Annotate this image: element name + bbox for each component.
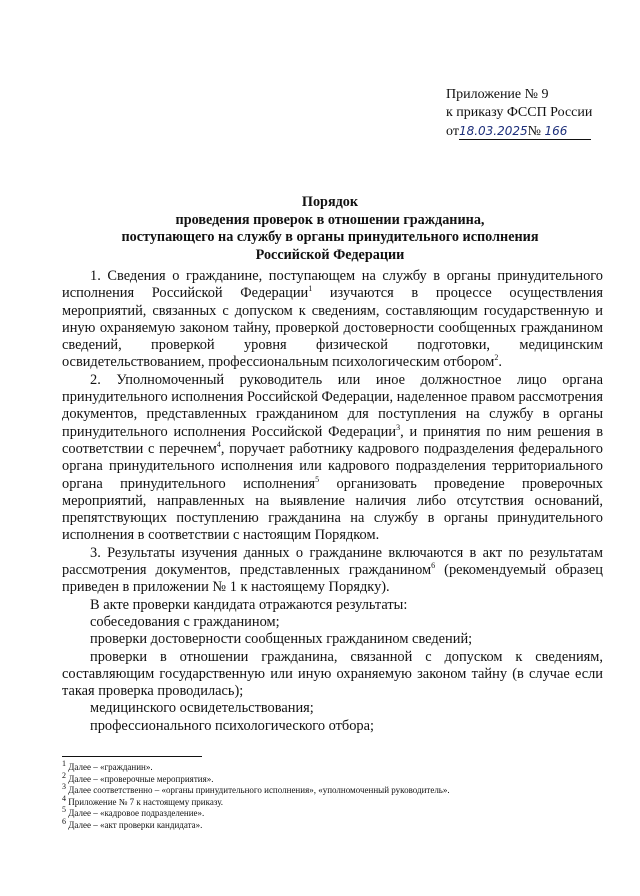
footnote-number: 6 (62, 816, 66, 826)
document-title (60, 194, 600, 264)
paragraph-2 (62, 372, 603, 545)
footnote-number: 3 (62, 782, 66, 791)
footnote (62, 805, 602, 820)
text: 2. Уполномоченный руководитель или иное должностное лицо органа принудительного исполнения Российской Федерации, наделенное правом рассмотрения документов, представленных гражданином для поступления на службу в органы принудительного исполнения Российской Федерации (62, 371, 603, 440)
paragraph-3 (62, 545, 603, 597)
date-prefix: от (446, 124, 459, 139)
footnote-number: 5 (62, 805, 66, 814)
handwritten-number: 166 (544, 124, 568, 138)
paragraph-5: собеседования с гражданином; (90, 613, 280, 630)
footnote-ref: 3 (396, 422, 401, 432)
footnote (62, 816, 602, 832)
footnote-ref: 4 (216, 440, 221, 450)
document-body (62, 268, 603, 735)
paragraph-8: медицинского освидетельствования; (90, 700, 314, 717)
text: , поручает работнику кадрового подразделения федерального органа принудительного исполнения или кадрового подразделения территориального органа принудительного исполнения (62, 440, 603, 492)
text: . (498, 354, 502, 371)
text: (рекомендуемый образец приведен в приложении № 1 к настоящему Порядку). (62, 562, 604, 596)
appendix-line2: к приказу ФССП России (446, 105, 593, 120)
footnote (62, 759, 602, 774)
footnote-text: Далее – «проверочные мероприятия». (66, 773, 214, 784)
footnote-number: 2 (62, 770, 66, 780)
footnote-text: Далее – «кадровое подразделение». (66, 808, 205, 818)
title-line3: поступающего на службу в органы принудительного исполнения (121, 229, 539, 245)
handwritten-date: 18.03.2025 (458, 124, 528, 138)
footnote-ref: 6 (431, 561, 436, 571)
paragraph-6: проверки достоверности сообщенных гражданином сведений; (90, 631, 473, 648)
appendix-header (446, 86, 626, 141)
footnote (62, 782, 602, 797)
title-line1: Порядок (301, 194, 359, 210)
footnote-text: Далее – «гражданин». (66, 762, 153, 772)
paragraph-1 (62, 268, 603, 372)
footnote-number: 4 (62, 793, 66, 803)
title-line4: Российской Федерации (255, 246, 405, 263)
footnotes (62, 759, 602, 831)
footnote-ref: 5 (315, 474, 320, 484)
text: изучаются в процессе осуществления мероприятий, связанных с допуском к сведениям, составляющим государственную и иную охраняемую законом тайну, проверкой достоверности сообщенных гражданином сведений, проверкой уровня физической подготовки, медицинским освидетельствованием, профессиональным психологическим отбором (62, 285, 603, 371)
footnote-ref: 2 (494, 353, 499, 363)
paragraph-7: проверки в отношении гражданина, связанной с допуском к сведениям, составляющим государственную или иную охраняемую законом тайну (в случае если такая проверка проводилась); (62, 648, 603, 700)
appendix-line1: Приложение № 9 (446, 87, 549, 102)
footnote-divider (62, 756, 202, 757)
footnote-ref: 1 (308, 284, 313, 294)
text: 1. Сведения о гражданине, поступающем на службу в органы принудительного исполнения Российской Федерации (62, 268, 603, 302)
text: 3. Результаты изучения данных о гражданине включаются в акт по результатам рассмотрения документов, представленных гражданином (62, 544, 603, 579)
title-line2: проведения проверок в отношении гражданина, (175, 211, 485, 228)
footnote (62, 770, 602, 786)
footnote-text: Приложение № 7 к настоящему приказу. (66, 796, 224, 807)
footnote-number: 1 (62, 759, 66, 768)
footnote-text: Далее соответственно – «органы принудительного исполнения», «уполномоченный руководитель». (66, 785, 450, 795)
text: организовать проведение проверочных мероприятий, направленных на выявление наличия либо отсутствия оснований, препятствующих поступлению гражданина на службу в органы принудительного исполнения в соответствии с настоящим Порядком. (62, 475, 603, 544)
text: , и принятия по ним решения в соответствии с перечнем (62, 423, 603, 457)
paragraph-9: профессионального психологического отбора; (90, 717, 375, 734)
footnote (62, 793, 602, 809)
paragraph-4: В акте проверки кандидата отражаются результаты: (90, 596, 408, 613)
footnote-text: Далее – «акт проверки кандидата». (66, 819, 203, 830)
appendix-date-line (446, 122, 626, 141)
number-prefix: № (527, 124, 542, 139)
